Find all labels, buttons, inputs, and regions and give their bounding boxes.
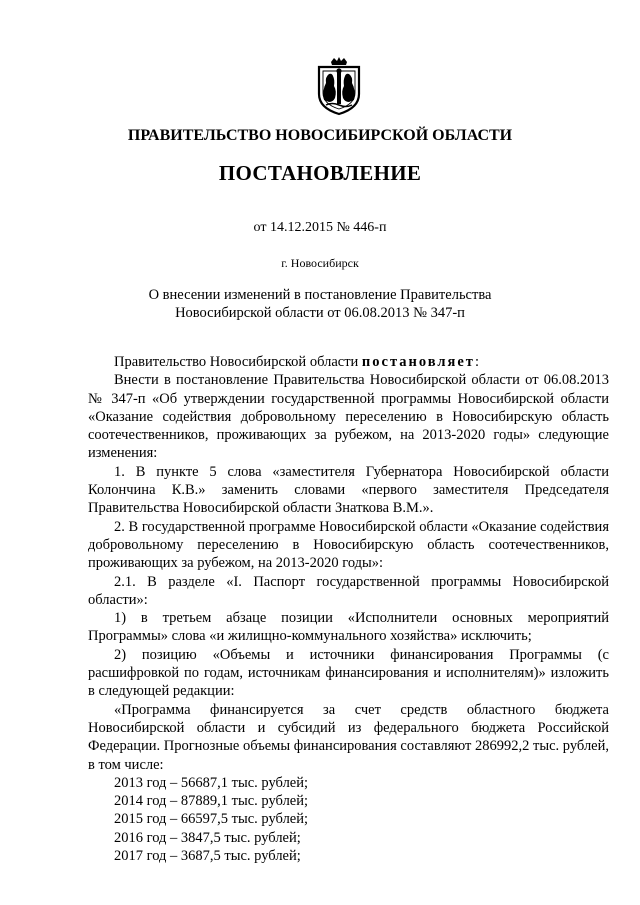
intro-suffix: : <box>474 354 479 370</box>
organization-title: ПРАВИТЕЛЬСТВО НОВОСИБИРСКОЙ ОБЛАСТИ <box>127 127 513 144</box>
paragraph-3: 2. В государственной программе Новосибирской области «Оказание содействия добровольному переселению в Новосибирскую область соотечественников, проживающих за рубежом, на 2013-2020 годы»: <box>88 518 609 572</box>
paragraph-2: 1. В пункте 5 слова «заместителя Губернатора Новосибирской области Колончина К.В.» заменить словами «первого заместителя Председателя Правительства Новосибирской области Знаткова В.М.». <box>88 463 609 517</box>
coat-of-arms-icon <box>313 56 365 116</box>
paragraph-4: 2.1. В разделе «I. Паспорт государственной программы Новосибирской области»: <box>88 573 609 608</box>
year-line-2015: 2015 год – 66597,5 тыс. рублей; <box>114 811 309 828</box>
document-body <box>88 353 609 865</box>
year-line-2017: 2017 год – 3687,5 тыс. рублей; <box>114 848 301 865</box>
intro-paragraph <box>88 353 609 371</box>
city-line: г. Новосибирск <box>281 256 359 270</box>
intro-prefix: Правительство Новосибирской области <box>114 354 362 370</box>
date-number-line: от 14.12.2015 № 446-п <box>253 220 387 235</box>
intro-verb: постановляет <box>361 354 475 370</box>
document-type-title: ПОСТАНОВЛЕНИЕ <box>218 161 422 185</box>
paragraph-1: Внести в постановление Правительства Новосибирской области от 06.08.2013 № 347-п «Об утверждении государственной программы Новосибирской области «Оказание содействия добровольному переселению в Новосибирскую область соотечественников, проживающих за рубежом, на 2013-2020 годы» следующие изменения: <box>88 372 609 462</box>
paragraph-6: 2) позицию «Объемы и источники финансирования Программы (с расшифровкой по годам, источникам финансирования и исполнителям)» изложить в следующей редакции: <box>88 646 609 700</box>
subject-line-1: О внесении изменений в постановление Правительства <box>148 287 492 303</box>
subject-line-2: Новосибирской области от 06.08.2013 № 347-п <box>175 305 465 321</box>
paragraph-5: 1) в третьем абзаце позиции «Исполнители основных мероприятий Программы» слова «и жилищно-коммунального хозяйства» исключить; <box>88 610 609 645</box>
document-subject <box>0 286 640 322</box>
paragraph-7: «Программа финансируется за счет средств областного бюджета Новосибирской области и субсидий из федерального бюджета Российской Федерации. Прогнозные объемы финансирования составляют 286992,2 тыс. рублей, в том числе: <box>88 701 609 773</box>
year-line-2013: 2013 год – 56687,1 тыс. рублей; <box>114 774 309 791</box>
year-line-2016: 2016 год – 3847,5 тыс. рублей; <box>114 829 301 846</box>
year-line-2014: 2014 год – 87889,1 тыс. рублей; <box>114 793 309 810</box>
